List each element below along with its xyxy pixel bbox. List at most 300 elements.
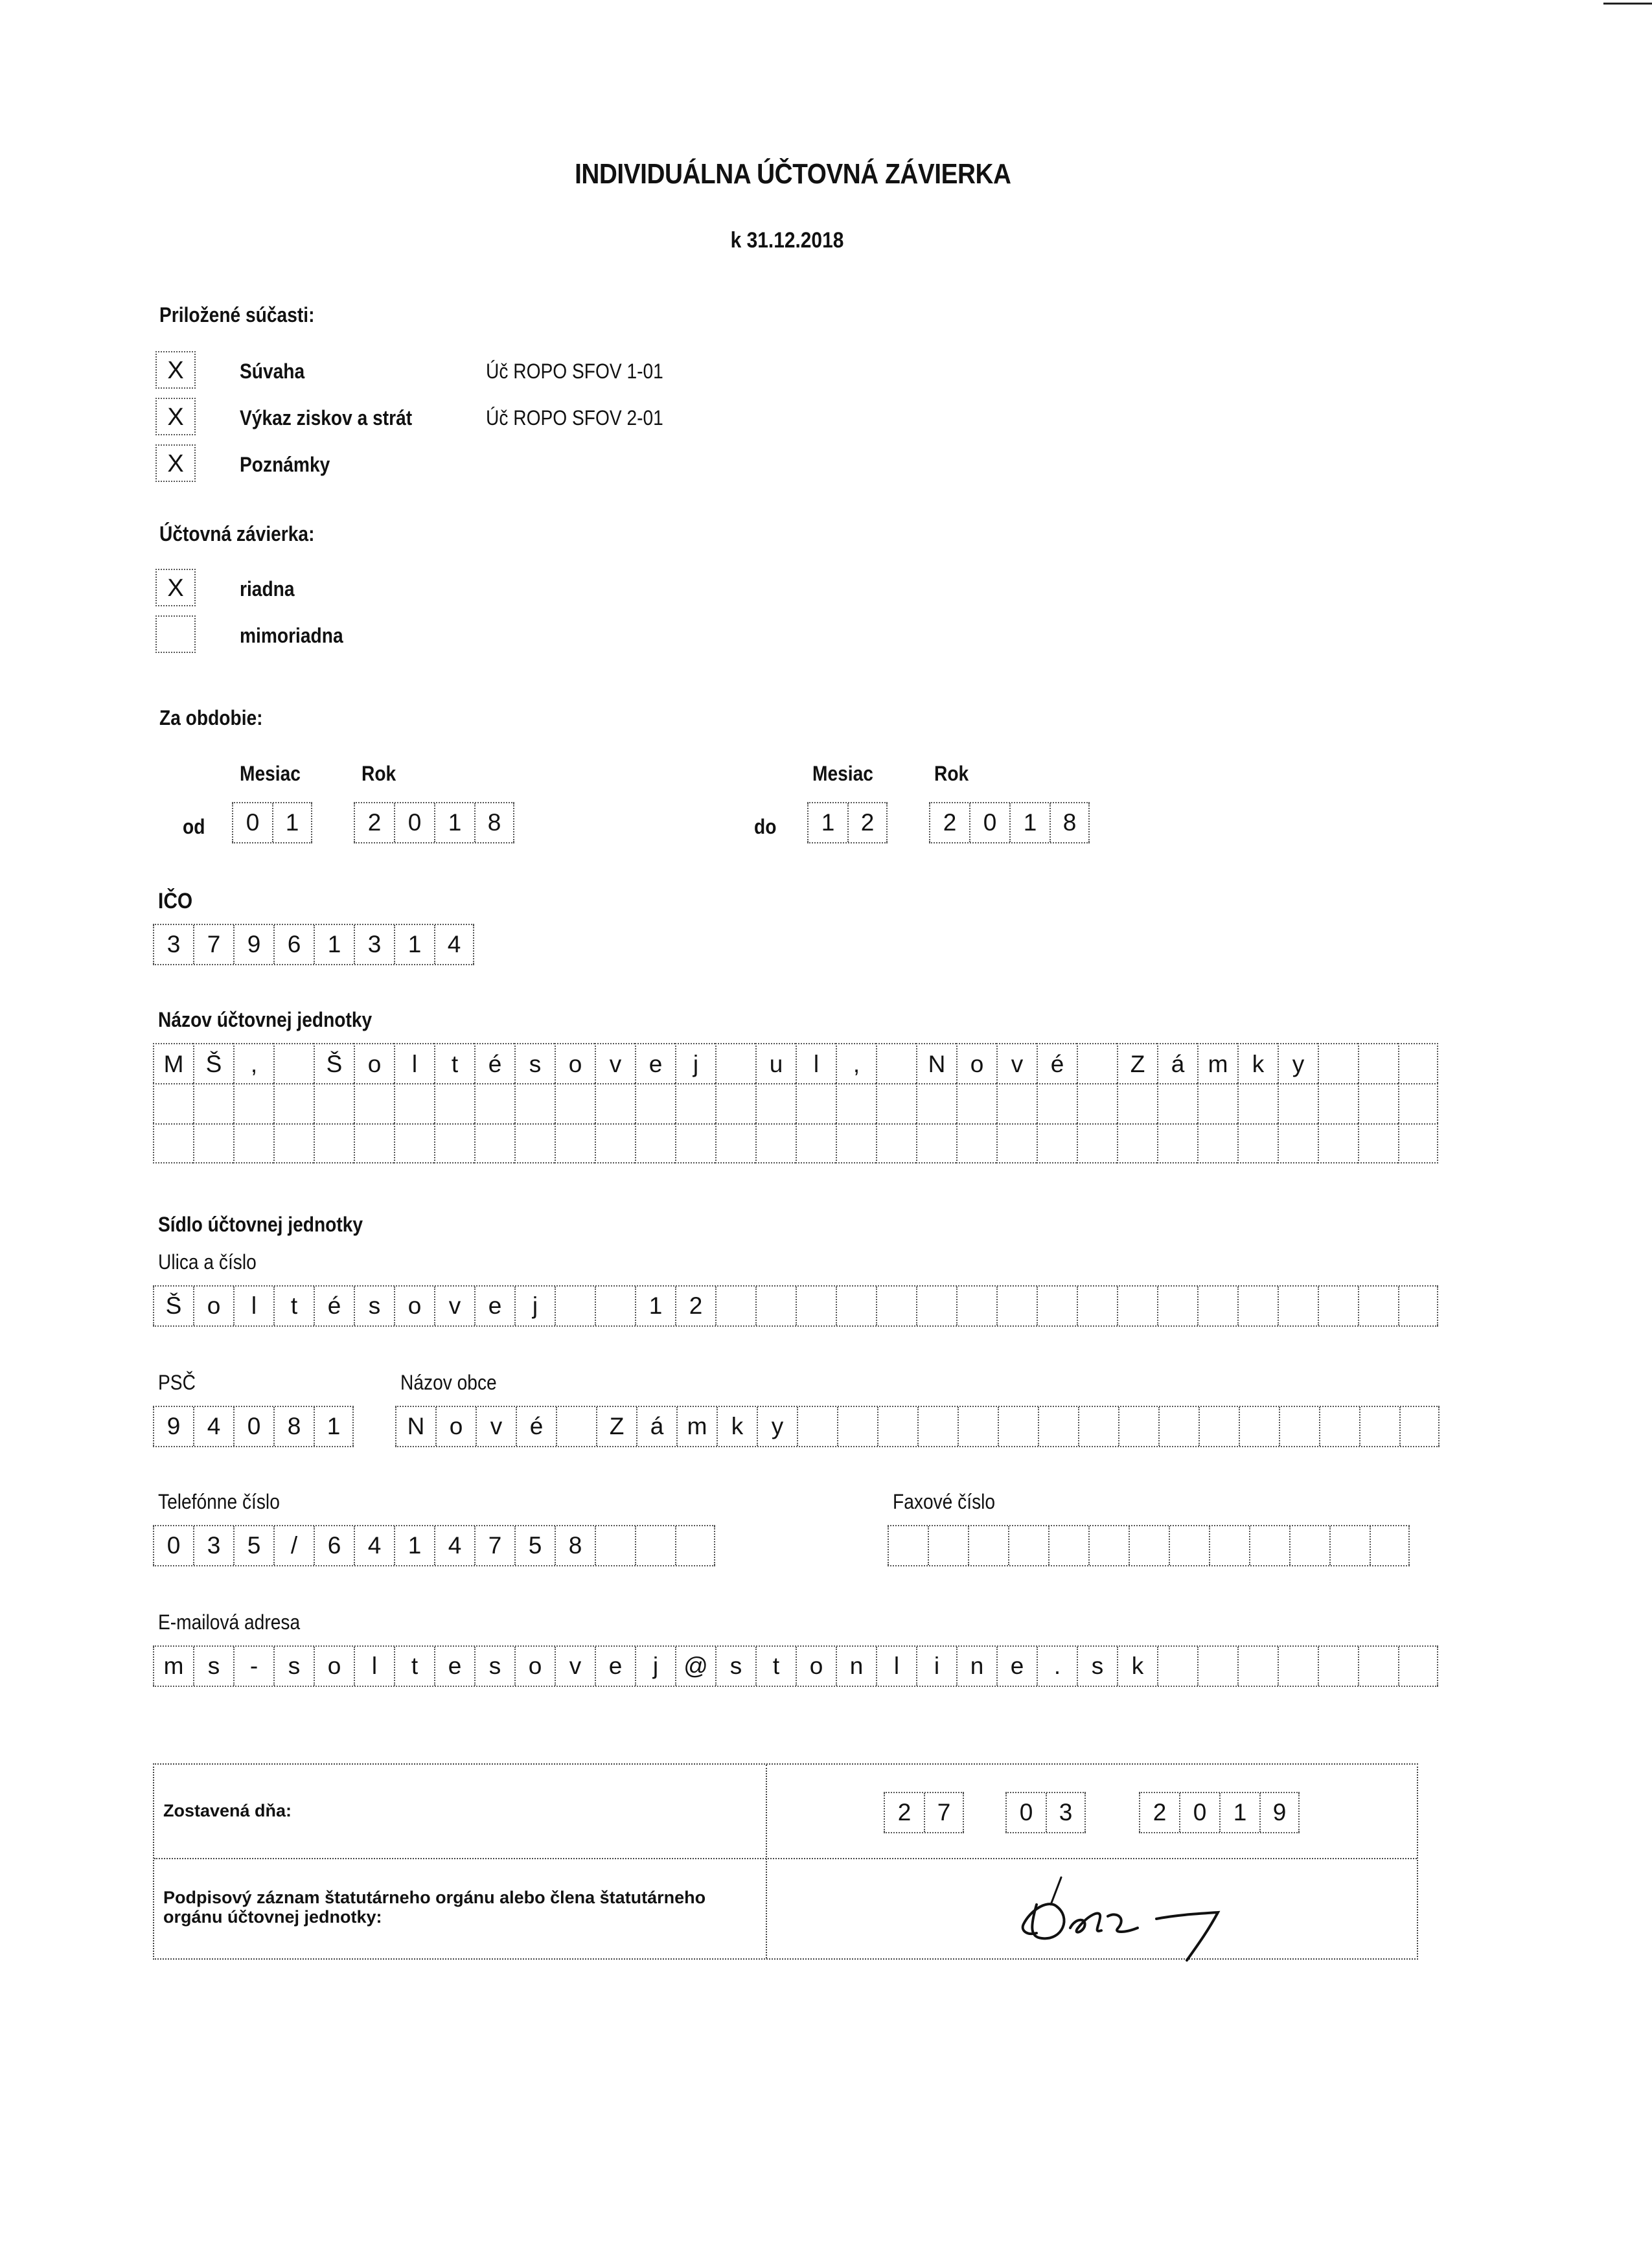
char-cell bbox=[1318, 1123, 1358, 1163]
digit-cell: 8 bbox=[1050, 803, 1090, 842]
char-cell: j bbox=[514, 1287, 555, 1325]
char-cell bbox=[1318, 1647, 1358, 1686]
char-cell: l bbox=[796, 1043, 836, 1083]
char-cell bbox=[996, 1123, 1037, 1163]
checkbox-suvaha[interactable]: X bbox=[155, 351, 196, 389]
char-cell: k bbox=[717, 1407, 757, 1446]
char-cell bbox=[1157, 1647, 1197, 1686]
char-cell bbox=[1278, 1647, 1318, 1686]
email-field[interactable] bbox=[153, 1645, 1438, 1687]
char-cell bbox=[1158, 1407, 1199, 1446]
char-cell bbox=[675, 1123, 715, 1163]
char-cell bbox=[877, 1407, 917, 1446]
char-cell bbox=[876, 1083, 916, 1123]
char-cell bbox=[956, 1123, 996, 1163]
entity-name-row bbox=[153, 1083, 1438, 1123]
char-cell bbox=[1037, 1083, 1077, 1123]
digit-cell: 1 bbox=[272, 803, 312, 842]
char-cell bbox=[514, 1123, 555, 1163]
char-cell bbox=[1278, 1083, 1318, 1123]
char-cell: é bbox=[314, 1287, 354, 1325]
char-cell: 0 bbox=[233, 1407, 273, 1446]
char-cell: o bbox=[514, 1647, 555, 1686]
document-title: INDIVIDUÁLNA ÚČTOVNÁ ZÁVIERKA bbox=[575, 158, 1011, 190]
digit-cell: 1 bbox=[807, 803, 847, 842]
digit-cell: 7 bbox=[924, 1793, 964, 1832]
char-cell bbox=[555, 1083, 595, 1123]
char-cell bbox=[1199, 1407, 1239, 1446]
char-cell bbox=[1358, 1043, 1398, 1083]
char-cell bbox=[1037, 1123, 1077, 1163]
char-cell bbox=[836, 1287, 876, 1325]
char-cell bbox=[1197, 1647, 1237, 1686]
char-cell: 4 bbox=[193, 1407, 233, 1446]
to-year-label: Rok bbox=[934, 762, 969, 785]
char-cell bbox=[755, 1287, 796, 1325]
char-cell: e bbox=[635, 1043, 675, 1083]
char-cell: 5 bbox=[233, 1526, 273, 1565]
char-cell: m bbox=[153, 1647, 193, 1686]
char-cell: v bbox=[476, 1407, 516, 1446]
char-cell: o bbox=[435, 1407, 476, 1446]
from-month-field[interactable] bbox=[232, 802, 312, 843]
char-cell: 6 bbox=[273, 925, 314, 964]
corner-mark bbox=[1603, 3, 1652, 5]
char-cell: k bbox=[1237, 1043, 1278, 1083]
char-cell: 4 bbox=[434, 925, 474, 964]
char-cell: 8 bbox=[555, 1526, 595, 1565]
digit-cell: 2 bbox=[929, 803, 969, 842]
entity-name-field[interactable] bbox=[153, 1043, 1438, 1163]
char-cell: 3 bbox=[354, 925, 394, 964]
char-cell: 7 bbox=[474, 1526, 514, 1565]
char-cell bbox=[796, 1123, 836, 1163]
from-year-field[interactable] bbox=[354, 802, 514, 843]
char-cell: 0 bbox=[153, 1526, 193, 1565]
char-cell bbox=[595, 1526, 635, 1565]
char-cell bbox=[958, 1407, 998, 1446]
char-cell bbox=[635, 1083, 675, 1123]
char-cell bbox=[1008, 1526, 1048, 1565]
char-cell: e bbox=[434, 1647, 474, 1686]
char-cell: v bbox=[996, 1043, 1037, 1083]
char-cell: Z bbox=[1117, 1043, 1157, 1083]
digit-cell: 0 bbox=[1179, 1793, 1219, 1832]
entity-name-row bbox=[153, 1043, 1438, 1083]
char-cell: o bbox=[956, 1043, 996, 1083]
char-cell bbox=[153, 1123, 193, 1163]
char-cell bbox=[354, 1123, 394, 1163]
char-cell: o bbox=[796, 1647, 836, 1686]
char-cell bbox=[1077, 1083, 1117, 1123]
char-cell bbox=[1329, 1526, 1370, 1565]
char-cell bbox=[193, 1123, 233, 1163]
street-field[interactable] bbox=[153, 1285, 1438, 1327]
char-cell: 7 bbox=[193, 925, 233, 964]
char-cell bbox=[273, 1123, 314, 1163]
digit-cell: 0 bbox=[232, 803, 272, 842]
digit-cell: 1 bbox=[1219, 1793, 1259, 1832]
char-cell bbox=[1358, 1287, 1398, 1325]
ico-field[interactable] bbox=[153, 924, 474, 965]
char-cell bbox=[1129, 1526, 1169, 1565]
closing-option-riadna: riadna bbox=[240, 577, 295, 601]
char-cell: , bbox=[836, 1043, 876, 1083]
char-cell: Z bbox=[596, 1407, 636, 1446]
char-cell bbox=[1239, 1407, 1279, 1446]
char-cell bbox=[1209, 1526, 1249, 1565]
char-cell: o bbox=[193, 1287, 233, 1325]
char-cell bbox=[1157, 1083, 1197, 1123]
char-cell: s bbox=[474, 1647, 514, 1686]
char-cell: o bbox=[354, 1043, 394, 1083]
entity-name-label: Názov účtovnej jednotky bbox=[158, 1008, 373, 1031]
char-cell: M bbox=[153, 1043, 193, 1083]
char-cell: 9 bbox=[233, 925, 273, 964]
entity-name-row bbox=[153, 1123, 1438, 1163]
char-cell bbox=[595, 1123, 635, 1163]
char-cell bbox=[1278, 1123, 1318, 1163]
digit-cell: 3 bbox=[1046, 1793, 1086, 1832]
char-cell: 1 bbox=[394, 1526, 434, 1565]
char-cell bbox=[394, 1123, 434, 1163]
char-cell: e bbox=[996, 1647, 1037, 1686]
char-cell: é bbox=[474, 1043, 514, 1083]
char-cell bbox=[635, 1526, 675, 1565]
digit-cell: 0 bbox=[394, 803, 434, 842]
char-cell bbox=[916, 1287, 956, 1325]
char-cell bbox=[715, 1287, 755, 1325]
char-cell: k bbox=[1117, 1647, 1157, 1686]
char-cell: - bbox=[233, 1647, 273, 1686]
from-year-label: Rok bbox=[361, 762, 396, 785]
city-label: Názov obce bbox=[400, 1371, 497, 1394]
char-cell: é bbox=[516, 1407, 556, 1446]
char-cell bbox=[755, 1123, 796, 1163]
attachment-code-suvaha: Úč ROPO SFOV 1-01 bbox=[486, 360, 663, 383]
char-cell bbox=[796, 1287, 836, 1325]
char-cell: á bbox=[1157, 1043, 1197, 1083]
char-cell: 6 bbox=[314, 1526, 354, 1565]
char-cell bbox=[555, 1287, 595, 1325]
char-cell bbox=[675, 1526, 715, 1565]
char-cell bbox=[1319, 1407, 1359, 1446]
char-cell: t bbox=[273, 1287, 314, 1325]
char-cell: 1 bbox=[394, 925, 434, 964]
char-cell: 5 bbox=[514, 1526, 555, 1565]
char-cell bbox=[1077, 1287, 1117, 1325]
char-cell: t bbox=[434, 1043, 474, 1083]
char-cell bbox=[1117, 1123, 1157, 1163]
char-cell: v bbox=[555, 1647, 595, 1686]
char-cell bbox=[233, 1083, 273, 1123]
char-cell bbox=[153, 1083, 193, 1123]
compiled-month-field[interactable] bbox=[1005, 1792, 1086, 1833]
char-cell: e bbox=[595, 1647, 635, 1686]
char-cell bbox=[1197, 1287, 1237, 1325]
char-cell bbox=[916, 1083, 956, 1123]
char-cell bbox=[675, 1083, 715, 1123]
char-cell bbox=[1398, 1287, 1438, 1325]
char-cell: 1 bbox=[314, 1407, 354, 1446]
digit-cell: 2 bbox=[1139, 1793, 1179, 1832]
char-cell bbox=[715, 1083, 755, 1123]
phone-field[interactable] bbox=[153, 1525, 715, 1566]
char-cell bbox=[474, 1123, 514, 1163]
char-cell: Š bbox=[314, 1043, 354, 1083]
char-cell: y bbox=[1278, 1043, 1318, 1083]
char-cell bbox=[193, 1083, 233, 1123]
char-cell: s bbox=[354, 1287, 394, 1325]
char-cell bbox=[314, 1123, 354, 1163]
char-cell bbox=[474, 1083, 514, 1123]
char-cell bbox=[1048, 1526, 1088, 1565]
char-cell bbox=[434, 1123, 474, 1163]
char-cell bbox=[394, 1083, 434, 1123]
email-label: E-mailová adresa bbox=[158, 1610, 301, 1634]
char-cell bbox=[888, 1526, 928, 1565]
char-cell: 1 bbox=[635, 1287, 675, 1325]
fax-label: Faxové číslo bbox=[893, 1490, 996, 1513]
street-label: Ulica a číslo bbox=[158, 1250, 257, 1274]
char-cell bbox=[837, 1407, 877, 1446]
char-cell: s bbox=[273, 1647, 314, 1686]
char-cell: n bbox=[956, 1647, 996, 1686]
digit-cell: 1 bbox=[1009, 803, 1050, 842]
char-cell bbox=[917, 1407, 958, 1446]
char-cell: v bbox=[595, 1043, 635, 1083]
char-cell bbox=[1318, 1043, 1358, 1083]
checkbox-mimoriadna[interactable] bbox=[155, 615, 196, 653]
char-cell bbox=[968, 1526, 1008, 1565]
char-cell bbox=[755, 1083, 796, 1123]
checkbox-poznamky[interactable]: X bbox=[155, 444, 196, 482]
char-cell bbox=[1318, 1083, 1358, 1123]
char-cell bbox=[1237, 1083, 1278, 1123]
char-cell bbox=[876, 1287, 916, 1325]
char-cell bbox=[1237, 1647, 1278, 1686]
char-cell: o bbox=[394, 1287, 434, 1325]
char-cell bbox=[273, 1083, 314, 1123]
char-cell: e bbox=[474, 1287, 514, 1325]
digit-cell: 0 bbox=[1005, 1793, 1046, 1832]
attachment-name-poznamky: Poznámky bbox=[240, 453, 330, 476]
footer-row-divider bbox=[154, 1858, 1417, 1859]
char-cell: N bbox=[395, 1407, 435, 1446]
char-cell bbox=[1169, 1526, 1209, 1565]
char-cell: s bbox=[715, 1647, 755, 1686]
digit-cell: 8 bbox=[474, 803, 514, 842]
char-cell: o bbox=[555, 1043, 595, 1083]
from-month-label: Mesiac bbox=[240, 762, 301, 785]
char-cell bbox=[1370, 1526, 1410, 1565]
char-cell bbox=[1358, 1083, 1398, 1123]
char-cell: m bbox=[1197, 1043, 1237, 1083]
char-cell bbox=[1078, 1407, 1118, 1446]
attachment-name-vykaz: Výkaz ziskov a strát bbox=[240, 406, 413, 430]
char-cell bbox=[314, 1083, 354, 1123]
char-cell bbox=[715, 1043, 755, 1083]
digit-cell: 9 bbox=[1259, 1793, 1300, 1832]
char-cell bbox=[1398, 1043, 1438, 1083]
char-cell bbox=[1358, 1647, 1398, 1686]
char-cell bbox=[916, 1123, 956, 1163]
char-cell bbox=[956, 1287, 996, 1325]
char-cell bbox=[635, 1123, 675, 1163]
to-month-field[interactable] bbox=[807, 802, 888, 843]
char-cell bbox=[1237, 1123, 1278, 1163]
char-cell: 4 bbox=[434, 1526, 474, 1565]
char-cell bbox=[876, 1043, 916, 1083]
from-label: od bbox=[183, 815, 205, 838]
ico-label: IČO bbox=[158, 889, 193, 913]
char-cell bbox=[595, 1287, 635, 1325]
char-cell: t bbox=[755, 1647, 796, 1686]
char-cell: t bbox=[394, 1647, 434, 1686]
char-cell bbox=[556, 1407, 596, 1446]
char-cell bbox=[1237, 1287, 1278, 1325]
char-cell bbox=[233, 1123, 273, 1163]
char-cell bbox=[1077, 1043, 1117, 1083]
char-cell: Š bbox=[153, 1287, 193, 1325]
attachment-name-suvaha: Súvaha bbox=[240, 360, 305, 383]
attachment-code-vykaz: Úč ROPO SFOV 2-01 bbox=[486, 406, 663, 430]
char-cell bbox=[956, 1083, 996, 1123]
closing-label: Účtovná závierka: bbox=[159, 522, 315, 545]
compiled-day-field[interactable] bbox=[884, 1792, 964, 1833]
char-cell: á bbox=[636, 1407, 676, 1446]
char-cell bbox=[1279, 1407, 1319, 1446]
char-cell: l bbox=[354, 1647, 394, 1686]
char-cell bbox=[1358, 1123, 1398, 1163]
char-cell: n bbox=[836, 1647, 876, 1686]
handwritten-signature bbox=[1011, 1866, 1231, 1976]
char-cell: 4 bbox=[354, 1526, 394, 1565]
char-cell bbox=[1038, 1407, 1078, 1446]
char-cell: m bbox=[676, 1407, 717, 1446]
city-field[interactable] bbox=[395, 1406, 1440, 1447]
char-cell bbox=[1037, 1287, 1077, 1325]
char-cell bbox=[354, 1083, 394, 1123]
char-cell: N bbox=[916, 1043, 956, 1083]
char-cell bbox=[836, 1123, 876, 1163]
char-cell bbox=[1088, 1526, 1129, 1565]
char-cell: @ bbox=[675, 1647, 715, 1686]
to-year-field[interactable] bbox=[929, 802, 1090, 843]
char-cell bbox=[1289, 1526, 1329, 1565]
char-cell bbox=[1318, 1287, 1358, 1325]
char-cell bbox=[876, 1123, 916, 1163]
char-cell bbox=[514, 1083, 555, 1123]
checkbox-riadna[interactable]: X bbox=[155, 569, 196, 606]
char-cell bbox=[1398, 1083, 1438, 1123]
compiled-label: Zostavená dňa: bbox=[163, 1801, 292, 1820]
char-cell: s bbox=[1077, 1647, 1117, 1686]
char-cell bbox=[1117, 1287, 1157, 1325]
char-cell: y bbox=[757, 1407, 797, 1446]
char-cell bbox=[715, 1123, 755, 1163]
fax-field[interactable] bbox=[888, 1525, 1410, 1566]
compiled-year-field[interactable] bbox=[1139, 1792, 1300, 1833]
char-cell: 8 bbox=[273, 1407, 314, 1446]
digit-cell: 1 bbox=[434, 803, 474, 842]
char-cell bbox=[1157, 1123, 1197, 1163]
seat-label: Sídlo účtovnej jednotky bbox=[158, 1213, 363, 1236]
char-cell: é bbox=[1037, 1043, 1077, 1083]
char-cell: u bbox=[755, 1043, 796, 1083]
char-cell bbox=[836, 1083, 876, 1123]
psc-field[interactable] bbox=[153, 1406, 354, 1447]
char-cell bbox=[555, 1123, 595, 1163]
char-cell: l bbox=[394, 1043, 434, 1083]
char-cell bbox=[1359, 1407, 1399, 1446]
phone-label: Telefónne číslo bbox=[158, 1490, 280, 1513]
char-cell bbox=[1117, 1083, 1157, 1123]
footer-column-divider bbox=[766, 1765, 767, 1958]
checkbox-vykaz[interactable]: X bbox=[155, 398, 196, 435]
char-cell: i bbox=[916, 1647, 956, 1686]
char-cell: s bbox=[193, 1647, 233, 1686]
char-cell: l bbox=[876, 1647, 916, 1686]
char-cell: j bbox=[635, 1647, 675, 1686]
char-cell bbox=[996, 1287, 1037, 1325]
char-cell bbox=[1398, 1647, 1438, 1686]
char-cell bbox=[928, 1526, 968, 1565]
char-cell bbox=[998, 1407, 1038, 1446]
char-cell: j bbox=[675, 1043, 715, 1083]
char-cell bbox=[996, 1083, 1037, 1123]
char-cell: / bbox=[273, 1526, 314, 1565]
char-cell: l bbox=[233, 1287, 273, 1325]
char-cell: o bbox=[314, 1647, 354, 1686]
char-cell: v bbox=[434, 1287, 474, 1325]
digit-cell: 2 bbox=[884, 1793, 924, 1832]
char-cell: Š bbox=[193, 1043, 233, 1083]
char-cell bbox=[1197, 1123, 1237, 1163]
char-cell bbox=[797, 1407, 837, 1446]
to-label: do bbox=[754, 815, 777, 838]
char-cell: 2 bbox=[675, 1287, 715, 1325]
char-cell bbox=[1197, 1083, 1237, 1123]
char-cell bbox=[796, 1083, 836, 1123]
signature-label: Podpisový záznam štatutárneho orgánu alebo člena štatutárneho orgánu účtovnej jednotky: bbox=[163, 1888, 706, 1927]
char-cell bbox=[1249, 1526, 1289, 1565]
to-month-label: Mesiac bbox=[812, 762, 873, 785]
char-cell: 1 bbox=[314, 925, 354, 964]
char-cell bbox=[1077, 1123, 1117, 1163]
char-cell: 9 bbox=[153, 1407, 193, 1446]
digit-cell: 2 bbox=[354, 803, 394, 842]
char-cell bbox=[273, 1043, 314, 1083]
char-cell: s bbox=[514, 1043, 555, 1083]
char-cell bbox=[434, 1083, 474, 1123]
document-date: k 31.12.2018 bbox=[730, 228, 844, 253]
char-cell bbox=[1157, 1287, 1197, 1325]
digit-cell: 2 bbox=[847, 803, 888, 842]
char-cell bbox=[595, 1083, 635, 1123]
psc-label: PSČ bbox=[158, 1371, 196, 1394]
digit-cell: 0 bbox=[969, 803, 1009, 842]
char-cell: 3 bbox=[193, 1526, 233, 1565]
period-label: Za obdobie: bbox=[159, 706, 263, 729]
char-cell: 3 bbox=[153, 925, 193, 964]
char-cell bbox=[1399, 1407, 1440, 1446]
char-cell bbox=[1118, 1407, 1158, 1446]
closing-option-mimoriadna: mimoriadna bbox=[240, 624, 343, 647]
char-cell: , bbox=[233, 1043, 273, 1083]
char-cell: . bbox=[1037, 1647, 1077, 1686]
char-cell bbox=[1398, 1123, 1438, 1163]
